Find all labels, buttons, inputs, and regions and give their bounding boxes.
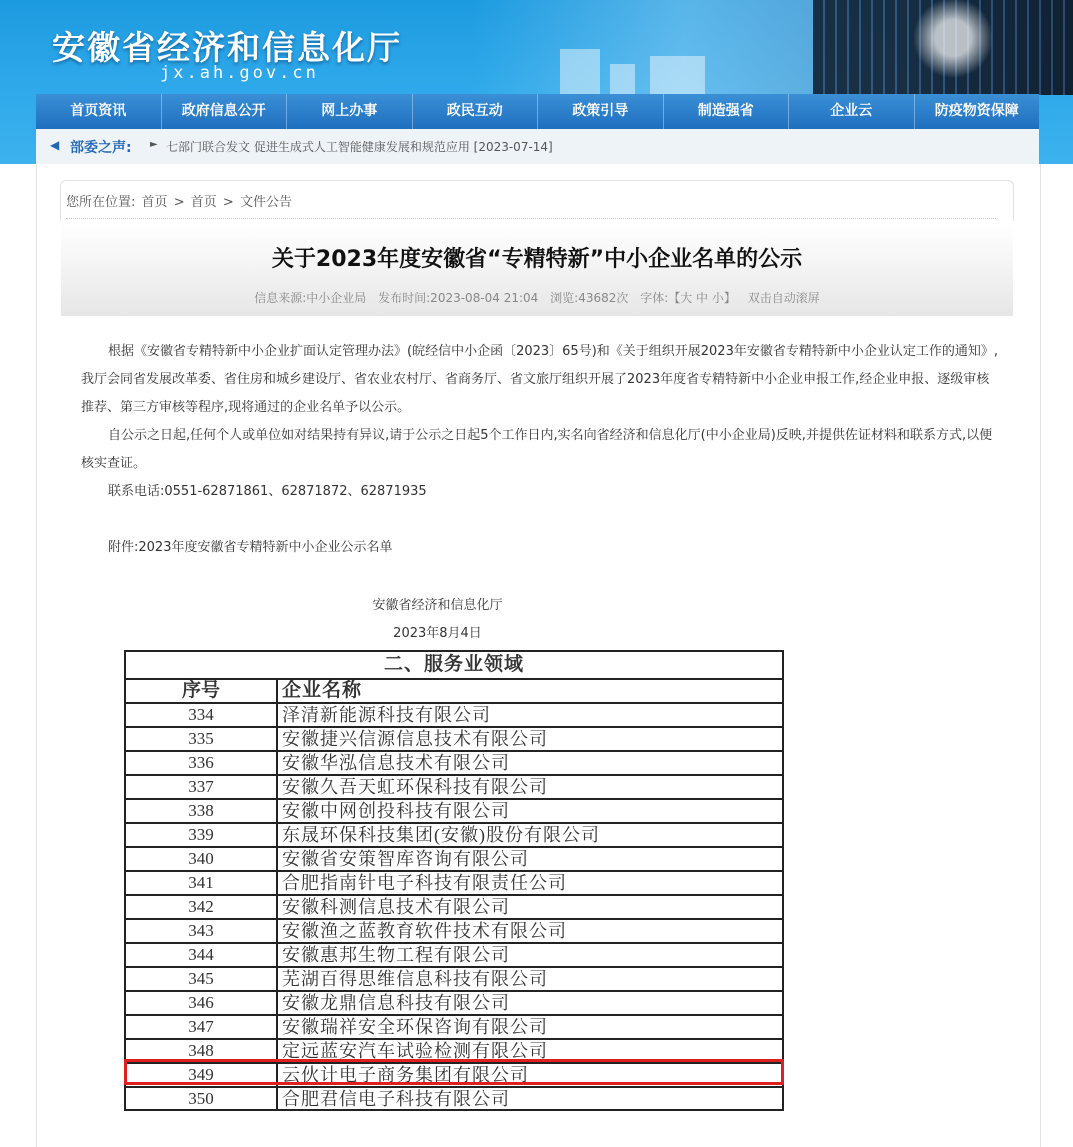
breadcrumb-link-home[interactable]: 首页 [141, 195, 168, 210]
table-row [126, 968, 782, 992]
row-company-name: 芜湖百得思维信息科技有限公司 [282, 969, 548, 989]
row-company-name: 安徽省安策智库咨询有限公司 [282, 849, 529, 869]
row-company-name: 安徽捷兴信源信息技术有限公司 [282, 729, 548, 749]
contact-phone: 联系电话:0551-62871861、62871872、62871935 [108, 484, 427, 499]
table-row [126, 992, 782, 1016]
row-number: 345 [126, 968, 278, 990]
column-header-number: 序号 [126, 680, 278, 702]
article-meta [61, 289, 1013, 306]
row-number: 348 [126, 1040, 278, 1062]
nav-item-manufacturing[interactable]: 制造强省 [664, 94, 790, 129]
nav-item-epidemic-supplies[interactable]: 防疫物资保障 [934, 103, 1019, 119]
font-size-switcher[interactable]: 字体:【大 中 小】 [640, 291, 736, 305]
row-number: 341 [126, 872, 278, 894]
row-company-name: 安徽惠邦生物工程有限公司 [282, 945, 510, 965]
signature: 安徽省经济和信息化厅 [372, 598, 503, 613]
building-graphic [610, 64, 635, 94]
nav-item-gov-info[interactable]: 政府信息公开 [162, 94, 288, 129]
row-number: 349 [126, 1064, 278, 1086]
row-company-name: 安徽科测信息技术有限公司 [282, 897, 510, 917]
row-number: 347 [126, 1016, 278, 1038]
meta-date: 发布时间:2023-08-04 21:04 [378, 291, 539, 305]
table-row [126, 920, 782, 944]
notice-label: 部委之声: [70, 140, 132, 156]
table-row [126, 944, 782, 968]
breadcrumb-prefix: 您所在位置: [66, 195, 136, 210]
row-number: 334 [126, 704, 278, 726]
enterprise-list-table [124, 650, 784, 1111]
column-header-name: 企业名称 [282, 680, 363, 701]
site-domain: jx.ah.gov.cn [160, 63, 319, 83]
notice-bar [36, 129, 1039, 165]
nav-item-online-service[interactable]: 网上办事 [287, 94, 413, 129]
sign-date: 2023年8月4日 [393, 626, 482, 641]
divider [66, 218, 996, 219]
paragraph-2: 自公示之日起,任何个人或单位如对结果持有异议,请于公示之日起5个工作日内,实名向省经济和信息化厅(中小企业局)反映,并提供佐证材料和联系方式,以便核实查证。 [81, 428, 993, 471]
nav-item-home[interactable]: 首页资讯 [36, 94, 162, 129]
row-company-name: 安徽瑞祥安全环保咨询有限公司 [282, 1017, 548, 1037]
attachment-link[interactable]: 附件:2023年度安徽省专精特新中小企业公示名单 [108, 540, 393, 555]
table-row [126, 896, 782, 920]
row-number: 336 [126, 752, 278, 774]
main-nav [36, 94, 1039, 129]
row-company-name: 安徽中网创投科技有限公司 [282, 801, 510, 821]
row-number: 343 [126, 920, 278, 942]
page-title: 关于2023年度安徽省“专精特新”中小企业名单的公示 [271, 247, 803, 272]
row-number: 342 [126, 896, 278, 918]
row-company-name: 合肥君信电子科技有限公司 [282, 1089, 510, 1109]
breadcrumb-separator: > [173, 195, 185, 210]
row-number: 339 [126, 824, 278, 846]
highlight-box-row-349 [124, 1059, 784, 1085]
table-row [126, 1088, 782, 1111]
breadcrumb [66, 191, 294, 210]
table-row [126, 776, 782, 800]
row-number: 346 [126, 992, 278, 1014]
row-company-name: 安徽华泓信息技术有限公司 [282, 753, 510, 773]
building-graphic [560, 49, 600, 94]
table-row [126, 872, 782, 896]
glow-graphic [893, 0, 1013, 95]
site-logo-title[interactable]: 安徽省经济和信息化厅 [52, 28, 402, 67]
table-row [126, 704, 782, 728]
breadcrumb-separator: > [222, 195, 234, 210]
row-number: 344 [126, 944, 278, 966]
row-number: 340 [126, 848, 278, 870]
table-row [126, 800, 782, 824]
row-company-name: 安徽久吾天虹环保科技有限公司 [282, 777, 548, 797]
table-row [126, 848, 782, 872]
paragraph-1: 根据《安徽省专精特新中小企业扩面认定管理办法》(皖经信中小企函〔2023〕65号)和《关于组织开展2023年安徽省专精特新中小企业认定工作的通知》,我厅会同省发展改革委、省住房和城乡建设厅、省农业农村厅、省商务厅、省文旅厅组织开展了2023年度省专精特新中小企业申报工作,经企业申报、逐级审核推荐、第三方审核等程序,现将通过的企业名单予以公示。 [81, 344, 998, 415]
row-company-name: 安徽龙鼎信息科技有限公司 [282, 993, 510, 1013]
arrow-right-icon: ► [150, 139, 158, 150]
table-row [126, 752, 782, 776]
row-company-name: 云伙计电子商务集团有限公司 [282, 1065, 529, 1085]
table-section-title: 二、服务业领域 [126, 652, 782, 680]
row-company-name: 东晟环保科技集团(安徽)股份有限公司 [282, 825, 600, 845]
row-company-name: 泽清新能源科技有限公司 [282, 705, 491, 725]
breadcrumb-link-announcements[interactable]: 文件公告 [239, 195, 292, 210]
row-company-name: 合肥指南针电子科技有限责任公司 [282, 873, 567, 893]
row-number: 338 [126, 800, 278, 822]
row-number: 350 [126, 1088, 278, 1110]
row-number: 337 [126, 776, 278, 798]
table-row [126, 1016, 782, 1040]
row-company-name: 定远蓝安汽车试验检测有限公司 [282, 1041, 548, 1061]
building-graphic [650, 56, 705, 94]
auto-scroll-hint: 双击自动滚屏 [747, 291, 820, 305]
notice-headline-link[interactable]: 七部门联合发文 促进生成式人工智能健康发展和规范应用 [2023-07-14] [166, 140, 553, 154]
speaker-icon: ◀ [50, 138, 60, 152]
row-number: 335 [126, 728, 278, 750]
table-header-row [126, 680, 782, 704]
nav-item-interaction[interactable]: 政民互动 [413, 94, 539, 129]
nav-item-enterprise-cloud[interactable]: 企业云 [789, 94, 915, 129]
meta-source: 信息来源:中小企业局 [254, 291, 367, 305]
nav-item-policy[interactable]: 政策引导 [538, 94, 664, 129]
table-row [126, 824, 782, 848]
row-company-name: 安徽渔之蓝教育软件技术有限公司 [282, 921, 567, 941]
meta-views: 浏览:43682次 [550, 291, 629, 305]
table-row [126, 728, 782, 752]
breadcrumb-link-home-2[interactable]: 首页 [190, 195, 217, 210]
